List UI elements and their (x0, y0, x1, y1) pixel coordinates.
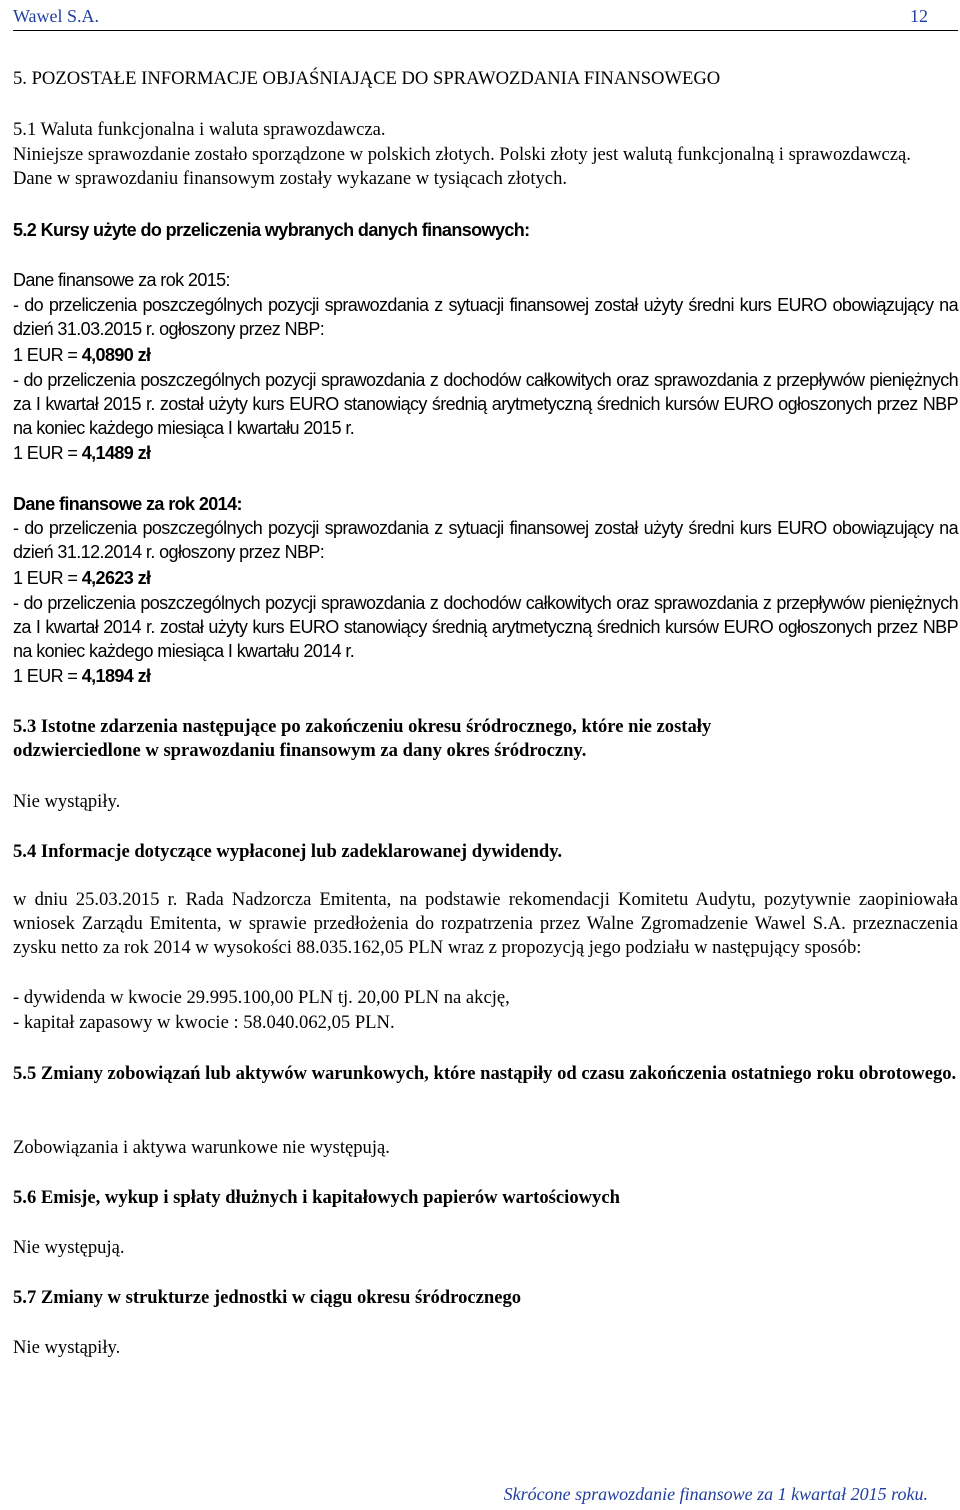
section-5-4-text: w dniu 25.03.2015 r. Rada Nadzorcza Emitenta, na podstawie rekomendacji Komitetu Audytu, pozytywnie zaopiniowała wniosek Zarządu Emitenta, w sprawie przedłożenia do rozpatrzenia przez Walne Zgromadzenie Wawel S.A. przeznaczenia zysku netto za rok 2014 w wysokości 88.035.162,05 PLN wraz z propozycją jego podziału w następujący sposób: (13, 889, 958, 958)
data-2015-rate-1 (13, 343, 958, 367)
section-5-1-heading: 5.1 Waluta funkcjonalna i waluta sprawozdawcza. (13, 119, 386, 140)
section-5-7-heading: 5.7 Zmiany w strukturze jednostki w ciągu okresu śródrocznego (13, 1287, 522, 1308)
data-2014-title: Dane finansowe za rok 2014: (13, 494, 242, 514)
section-5-4-heading: 5.4 Informacje dotyczące wypłaconej lub zadeklarowanej dywidendy. (13, 841, 563, 862)
rate-value: 4,1489 zł (81, 443, 151, 463)
reserve-item: - kapitał zapasowy w kwocie : 58.040.062,05 PLN. (13, 1012, 395, 1033)
page-header (13, 4, 958, 28)
section-5-1-text: Niniejsze sprawozdanie zostało sporządzone w polskich złotych. Polski złoty jest walutą funkcjonalną i sprawozdawczą. Dane w sprawozdaniu finansowym zostały wykazane w tysiącach złotych. (13, 144, 911, 189)
rate-label: 1 EUR = (13, 345, 82, 365)
section-5-5-heading: 5.5 Zmiany zobowiązań lub aktywów warunkowych, które nastąpiły od czasu zakończenia ostatniego roku obrotowego. (13, 1063, 957, 1084)
dividend-item: - dywidenda w kwocie 29.995.100,00 PLN tj. 20,00 PLN na akcję, (13, 987, 510, 1008)
rate-value: 4,0890 zł (81, 345, 151, 365)
rate-label: 1 EUR = (13, 666, 82, 686)
data-2014-income-text: - do przeliczenia poszczególnych pozycji sprawozdania z dochodów całkowitych oraz sprawozdania z przepływów pieniężnych za I kwartał 2014 r. został użyty kurs EURO stanowiący średnią arytmetyczną średnich kursów EURO ogłoszonych przez NBP na koniec każdego miesiąca I kwartału 2014 r. (13, 593, 958, 661)
section-5-2-heading: 5.2 Kursy użyte do przeliczenia wybranych danych finansowych: (13, 220, 530, 240)
section-5-6-text: Nie występują. (13, 1237, 125, 1258)
section-5-3-heading: 5.3 Istotne zdarzenia następujące po zakończeniu okresu śródrocznego, które nie zostały odzwierciedlone w sprawozdaniu finansowym za dany okres śródroczny. (13, 716, 712, 761)
data-2015-title: Dane finansowe za rok 2015: (13, 270, 230, 290)
page-footer: Skrócone sprawozdanie finansowe za 1 kwartał 2015 roku. (503, 1484, 928, 1504)
data-2014-rate-1 (13, 566, 958, 590)
data-2014-rate-2 (13, 664, 958, 688)
section-5-6-heading: 5.6 Emisje, wykup i spłaty dłużnych i kapitałowych papierów wartościowych (13, 1187, 620, 1208)
section-5-heading: 5. POZOSTAŁE INFORMACJE OBJAŚNIAJĄCE DO SPRAWOZDANIA FINANSOWEGO (13, 68, 721, 89)
section-5-5-text: Zobowiązania i aktywa warunkowe nie występują. (13, 1137, 390, 1158)
section-5-7-text: Nie wystąpiły. (13, 1337, 121, 1358)
header-divider (13, 30, 958, 31)
data-2015-rate-2 (13, 441, 958, 465)
rate-label: 1 EUR = (13, 443, 82, 463)
rate-value: 4,2623 zł (81, 568, 151, 588)
company-name: Wawel S.A. (13, 6, 100, 26)
data-2015-income-text: - do przeliczenia poszczególnych pozycji sprawozdania z dochodów całkowitych oraz sprawozdania z przepływów pieniężnych za I kwartał 2015 r. został użyty kurs EURO stanowiący średnią arytmetyczną średnich kursów EURO ogłoszonych przez NBP na koniec każdego miesiąca I kwartału 2015 r. (13, 370, 958, 438)
rate-label: 1 EUR = (13, 568, 82, 588)
page-number: 12 (910, 6, 928, 26)
data-2014-balance-text: - do przeliczenia poszczególnych pozycji sprawozdania z sytuacji finansowej został użyty średni kurs EURO obowiązujący na dzień 31.12.2014 r. ogłoszony przez NBP: (13, 518, 958, 562)
data-2015-balance-text: - do przeliczenia poszczególnych pozycji sprawozdania z sytuacji finansowej został użyty średni kurs EURO obowiązujący na dzień 31.03.2015 r. ogłoszony przez NBP: (13, 295, 958, 339)
section-5-3-text: Nie wystąpiły. (13, 791, 121, 812)
rate-value: 4,1894 zł (81, 666, 151, 686)
